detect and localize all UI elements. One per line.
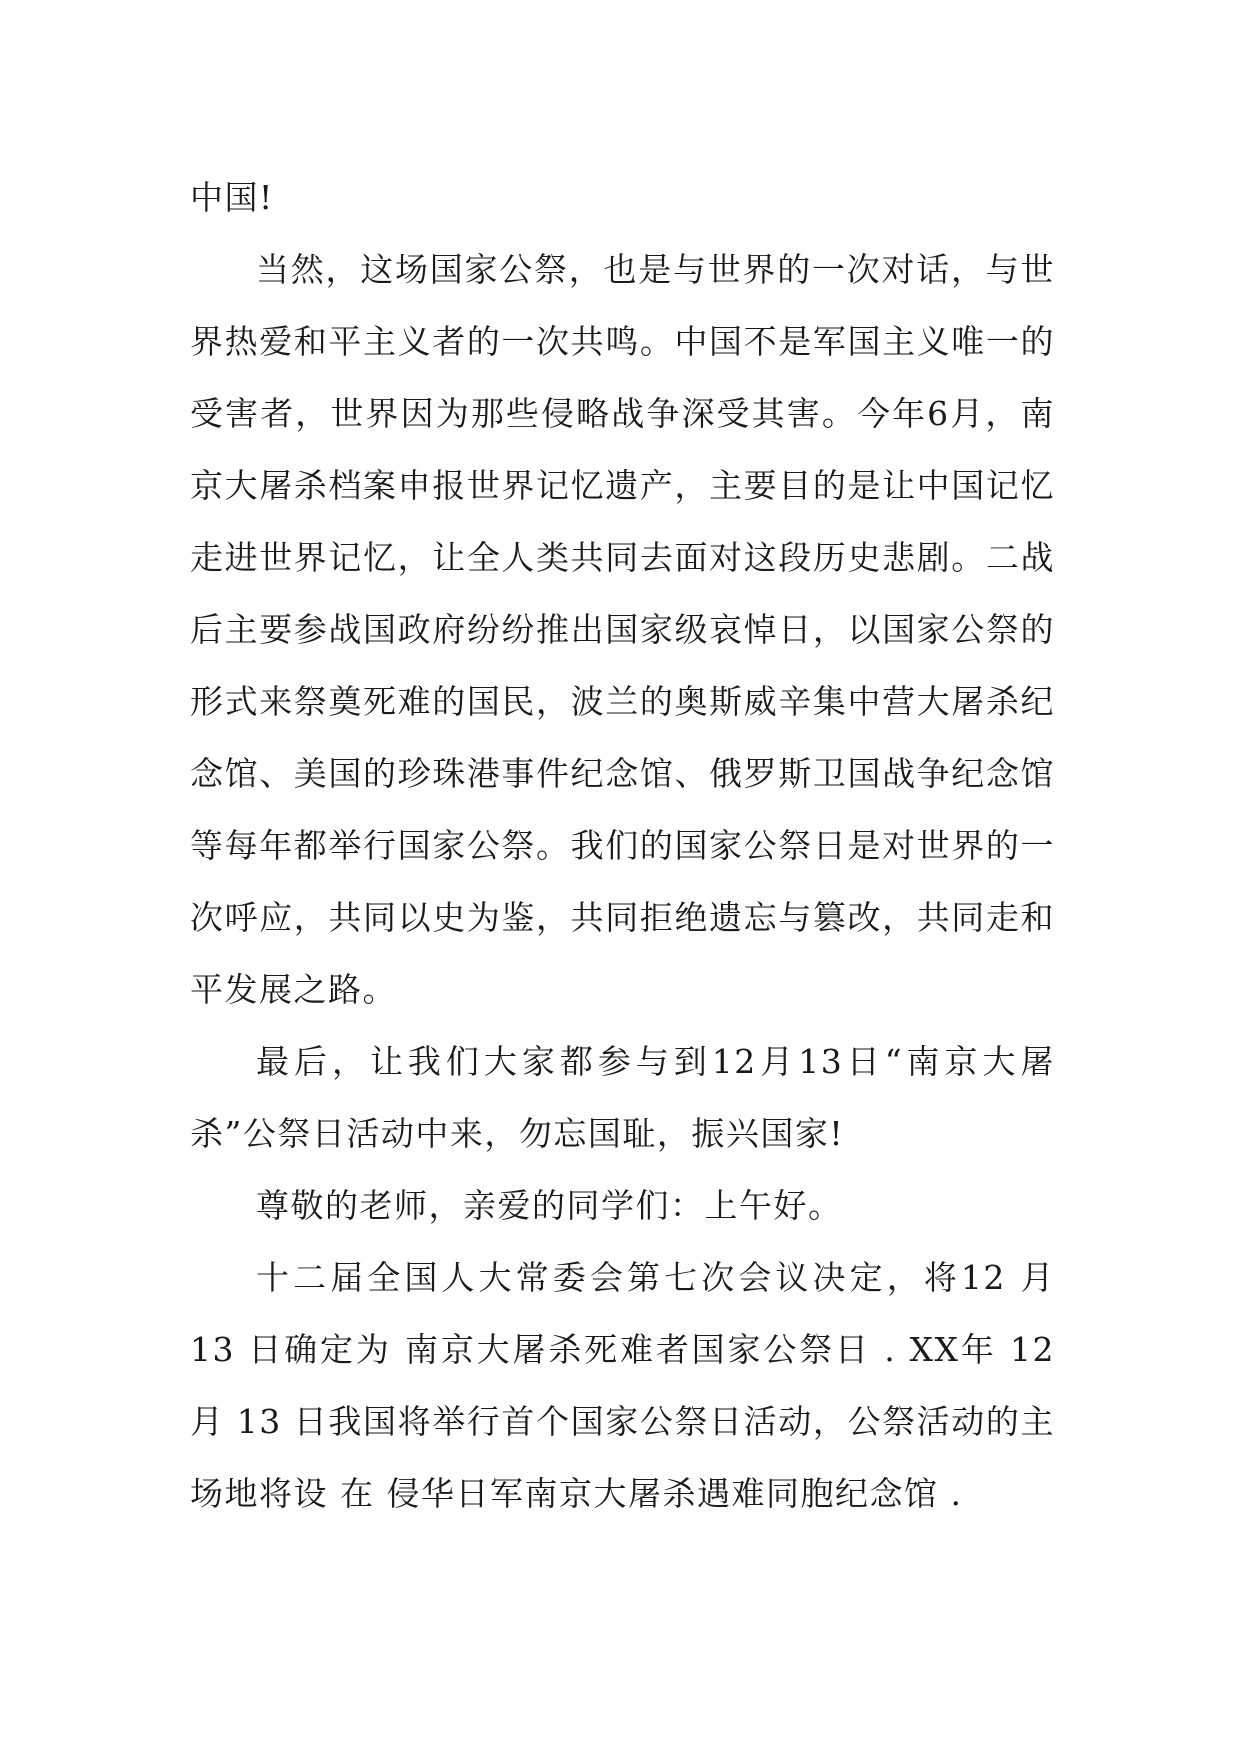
paragraph-3: 最后，让我们大家都参与到12月13日“南京大屠杀”公祭日活动中来，勿忘国耻，振兴国家! <box>190 1042 1055 1153</box>
paragraph-1: 中国! <box>190 178 274 217</box>
paragraph-2: 当然，这场国家公祭，也是与世界的一次对话，与世界热爱和平主义者的一次共鸣。中国不是军国主义唯一的受害者，世界因为那些侵略战争深受其害。今年6月，南京大屠杀档案申报世界记忆遗产，主要目的是让中国记忆走进世界记忆，让全人类共同去面对这段历史悲剧。二战后主要参战国政府纷纷推出国家级哀悼日，以国家公祭的形式来祭奠死难的国民，波兰的奥斯威辛集中营大屠杀纪念馆、美国的珍珠港事件纪念馆、俄罗斯卫国战争纪念馆等每年都举行国家公祭。我们的国家公祭日是对世界的一次呼应，共同以史为鉴，共同拒绝遗忘与篡改，共同走和平发展之路。 <box>190 250 1055 1009</box>
paragraph-5: 十二届全国人大常委会第七次会议决定，将12 月 13 日确定为 南京大屠杀死难者国家公祭日 . XX年 12 月 13 日我国将举行首个国家公祭日活动，公祭活动的主场地将设 在 侵华日军南京大屠杀遇难同胞纪念馆 . <box>190 1258 1055 1513</box>
document-body <box>190 162 1055 1530</box>
paragraph-4: 尊敬的老师，亲爱的同学们：上午好。 <box>256 1186 843 1225</box>
